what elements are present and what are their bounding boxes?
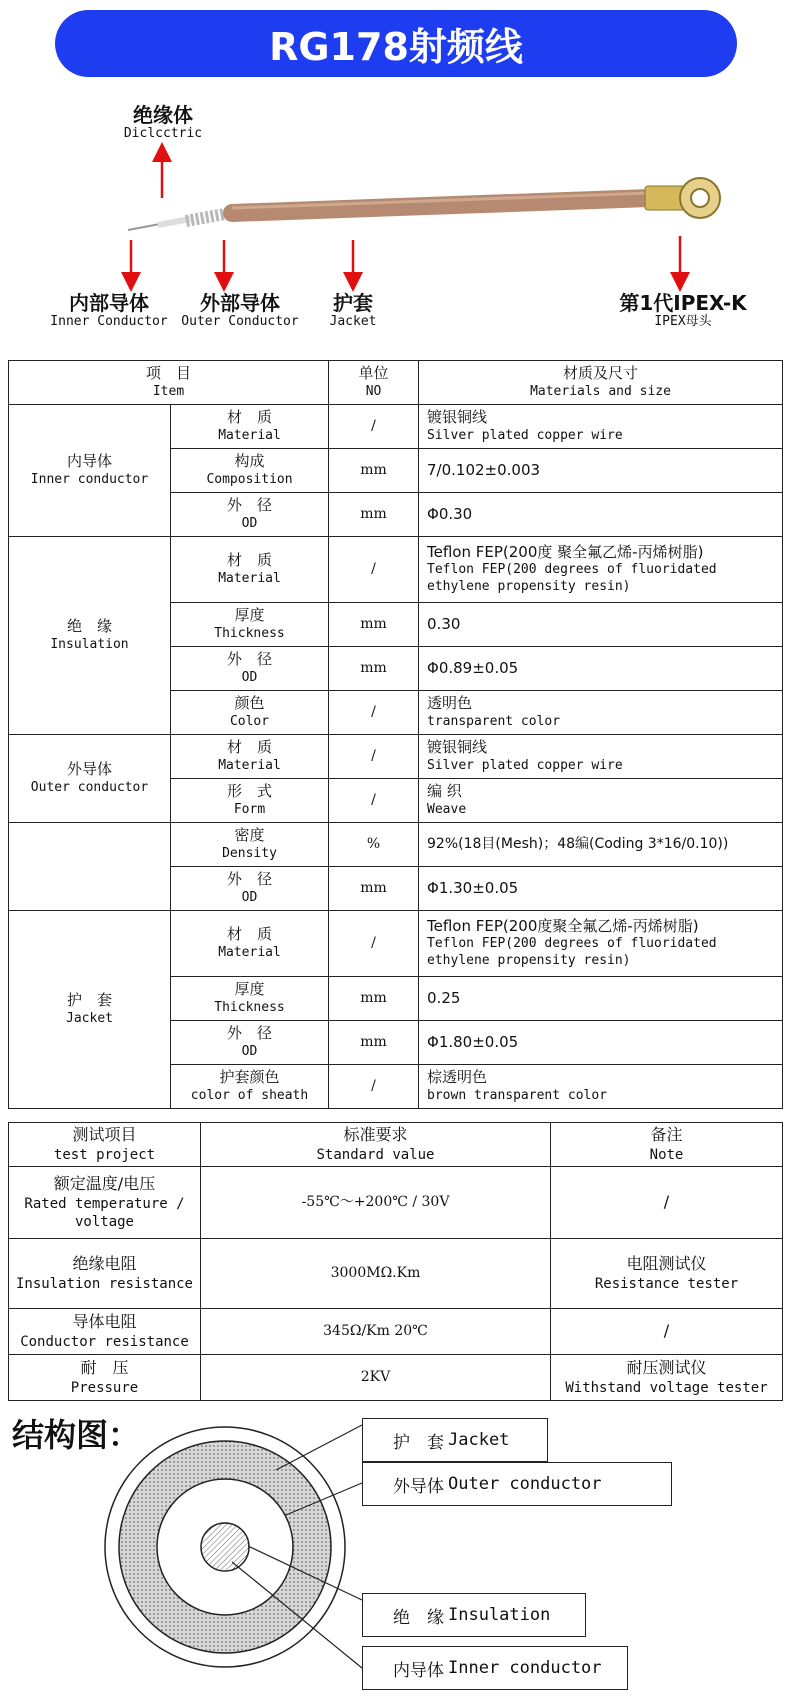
table-row: 外 径 OD mm Φ1.30±0.05 <box>9 867 783 911</box>
table-row: 额定温度/电压 Rated temperature / voltage -55℃～+200℃ / 30V / <box>9 1167 783 1239</box>
table-row: 导体电阻 Conductor resistance 345Ω/Km 20℃ / <box>9 1309 783 1355</box>
ipex-connector <box>645 178 720 218</box>
dielectric-segment <box>158 219 190 225</box>
table-row: 外 径 OD mm Φ0.30 <box>9 493 783 537</box>
table-row: 外 径 OD mm Φ1.80±0.05 <box>9 1021 783 1065</box>
spec-table <box>8 360 783 1109</box>
bare-wire <box>128 224 160 230</box>
table-row: 耐 压 Pressure 2KV 耐压测试仪 Withstand voltage tester <box>9 1355 783 1401</box>
table-row: 绝缘电阻 Insulation resistance 3000MΩ.Km 电阻测试仪 Resistance tester <box>9 1239 783 1309</box>
test-header-row <box>9 1123 783 1167</box>
legend-inner-conductor: 内导体 Inner conductor <box>362 1646 628 1690</box>
label-dielectric: 绝缘体 Diclcctric <box>123 103 203 141</box>
label-outer-conductor: 外部导体 Outer Conductor <box>181 291 299 329</box>
legend-insulation: 绝 缘 Insulation <box>362 1593 586 1637</box>
spec-header-row <box>9 361 783 405</box>
group-insulation: 绝 缘 Insulation <box>9 537 171 735</box>
label-jacket: 护套 Jacket <box>329 291 377 329</box>
legend-outer-conductor: 外导体 Outer conductor <box>362 1462 672 1506</box>
table-row: 内导体 Inner conductor 材 质 Material / 镀银铜线 Silver plated copper wire <box>9 405 783 449</box>
group-jacket: 护 套 Jacket <box>9 911 171 1109</box>
table-row: 厚度 Thickness mm 0.30 <box>9 603 783 647</box>
label-ipex: 第1代IPEX-K IPEX母头 <box>619 291 747 329</box>
table-row: 外导体 Outer conductor 材 质 Material / 镀银铜线 Silver plated copper wire <box>9 735 783 779</box>
page-title: RG178射频线 <box>269 25 523 69</box>
header-note: 备注 Note <box>551 1123 783 1167</box>
table-row: 厚度 Thickness mm 0.25 <box>9 977 783 1021</box>
table-row: 外 径 OD mm Φ0.89±0.05 <box>9 647 783 691</box>
header-item: 项 目 Item <box>9 361 329 405</box>
header-project: 测试项目 test project <box>9 1123 201 1167</box>
group-inner-conductor: 内导体 Inner conductor <box>9 405 171 537</box>
header-standard: 标准要求 Standard value <box>201 1123 551 1167</box>
group-blank <box>9 823 171 911</box>
table-row: 构成 Composition mm 7/0.102±0.003 <box>9 449 783 493</box>
table-row: 密度 Density % 92%(18目(Mesh)；48编(Coding 3*16/0.10)) <box>9 823 783 867</box>
group-outer-conductor: 外导体 Outer conductor <box>9 735 171 823</box>
header-material: 材质及尺寸 Materials and size <box>419 361 783 405</box>
structure-title: 结构图： <box>12 1416 141 1454</box>
header-unit: 单位 NO <box>329 361 419 405</box>
table-row: 形 式 Form / 编 织 Weave <box>9 779 783 823</box>
table-row: 护 套 Jacket 材 质 Material / Teflon FEP(200度聚全氟乙烯-丙烯树脂) Teflon FEP(200 degrees of fluoridated ethylene propensity resin) <box>9 911 783 977</box>
label-inner-conductor: 内部导体 Inner Conductor <box>50 291 168 329</box>
cable-illustration <box>0 0 790 330</box>
inner-conductor-core <box>201 1523 249 1571</box>
table-row: 颜色 Color / 透明色 transparent color <box>9 691 783 735</box>
test-table <box>8 1122 783 1401</box>
table-row: 绝 缘 Insulation 材 质 Material / Teflon FEP(200度 聚全氟乙烯-丙烯树脂) Teflon FEP(200 degrees of fluoridated ethylene propensity resin) <box>9 537 783 603</box>
legend-jacket: 护 套 Jacket <box>362 1418 548 1462</box>
table-row: 护套颜色 color of sheath / 棕透明色 brown transparent color <box>9 1065 783 1109</box>
